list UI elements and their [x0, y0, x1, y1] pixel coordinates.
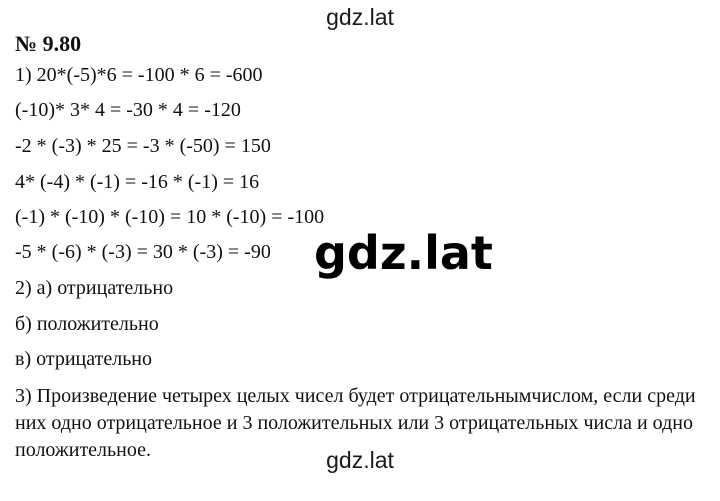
problem-number: № 9.80 — [15, 31, 82, 56]
answer-line-b: б) положительно — [15, 313, 159, 335]
solution-line-4: 4* (-4) * (-1) = -16 * (-1) = 16 — [15, 171, 260, 193]
watermark-bottom: gdz.lat — [326, 447, 394, 473]
solution-line-2: (-10)* 3* 4 = -30 * 4 = -120 — [15, 99, 241, 121]
watermark-middle: gdz.lat — [314, 226, 493, 280]
answer-line-v: в) отрицательно — [15, 348, 153, 370]
watermark-top: gdz.lat — [326, 4, 394, 30]
conclusion-paragraph: 3) Произведение четырех целых чисел будет отрицательнымчислом, если среди них одно отрицательное и 3 положительных или 3 отрицательных числа и одно положительное. — [15, 385, 696, 461]
answer-line-a: 2) а) отрицательно — [15, 277, 174, 299]
solution-line-6: -5 * (-6) * (-3) = 30 * (-3) = -90 — [15, 241, 271, 263]
solution-line-3: -2 * (-3) * 25 = -3 * (-50) = 150 — [15, 135, 271, 157]
solution-line-5: (-1) * (-10) * (-10) = 10 * (-10) = -100 — [15, 206, 325, 228]
solution-line-1: 1) 20*(-5)*6 = -100 * 6 = -600 — [15, 64, 263, 86]
